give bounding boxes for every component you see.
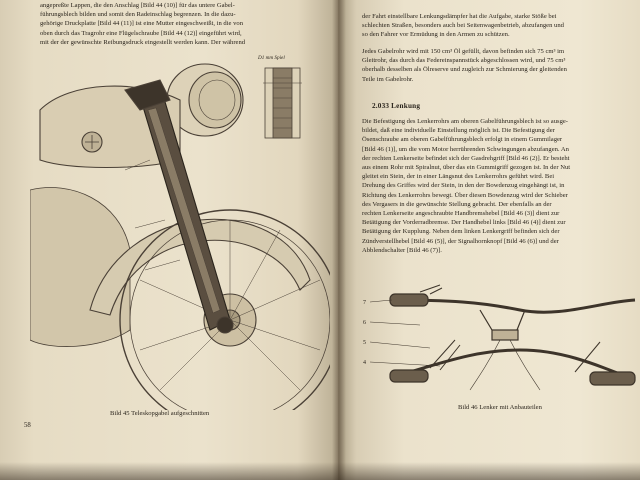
section-heading: 2.033 Lenkung (372, 102, 421, 110)
text-line: des Vergasers in die gewünschte Stellung gebracht. Der ebenfalls an der (362, 200, 552, 208)
page-number: 58 (24, 422, 31, 429)
right-page-oil-paragraph (362, 47, 632, 84)
figure-caption-right: Bild 46 Lenker mit Anbauteilen (458, 404, 542, 411)
text-line: Die Befestigung des Lenkerrohrs am oberen Gabelführungsblech ist so ausge- (362, 118, 568, 125)
text-line: aus einem Rohr mit Spiralnut, über das ein Gummigriff gezogen ist. In der Nut (362, 164, 571, 172)
figure-label-5: 5 (363, 340, 366, 346)
right-page-steering-text (362, 117, 632, 255)
text-line: gleitet ein Stein, der in einer Längsnut des Lenkerrohrs geführt wird. Bei (362, 173, 555, 181)
figure-caption-left: Bild 45 Teleskopgabel aufgeschnitten (110, 410, 210, 417)
fork-detail-inset (255, 58, 310, 148)
text-line: oben durch das Tragrohr eine Flügelschraube [Bild 44 (12)] eingeführt wird, (40, 29, 242, 37)
text-line: [Bild 46 (1)], um die vom Motor herrührenden Schwingungen abzufangen. An (362, 145, 569, 153)
inset-label: D1 mm Spiel (258, 55, 285, 61)
figure-label-4: 4 (363, 360, 366, 366)
text-line: Betätigung der Kupplung. Neben dem linken Lenkergriff befinden sich der (362, 228, 560, 236)
book-gutter (332, 0, 346, 480)
page-bottom-shadow (0, 462, 640, 480)
text-line: Abblendschalter [Bild 46 (7)]. (362, 246, 442, 254)
text-line: gehörige Druckplatte [Bild 44 (11)] ist eine Mutter eingeschweißt, in die von (40, 20, 244, 28)
text-line: so den Fahrer vor Ermüdung in den Armen zu schützen. (362, 31, 510, 39)
text-line: Gleitrohr, das durch das Federeinspannstück abgeschlossen wird, und 75 cm³ (362, 57, 566, 65)
text-line: führungsblech bilden und somit den Radeinschlag begrenzen. In die dazu- (40, 11, 236, 19)
text-line: Drehung des Griffes wird der Stein, in den der Bowdenzug eingehängt ist, in (362, 182, 565, 190)
figure-label-7: 7 (363, 300, 366, 306)
handlebar-illustration (360, 280, 640, 405)
text-line: Ösenschraube am oberen Gabelführungsblech erfolgt in einem Gummilager (362, 136, 563, 144)
figure-label-6: 6 (363, 320, 366, 326)
text-line: schlechten Straßen, besonders auch bei Seitenwagenbetrieb, abzufangen und (362, 22, 564, 30)
text-line: rechten Lenkerseite angeschraubte Handbremshebel [Bild 46 (3)] dient zur (362, 210, 560, 218)
text-line: Teile im Gabelrohr. (362, 75, 414, 83)
text-line: Jedes Gabelrohr wird mit 150 cm³ Öl gefüllt, davon befinden sich 75 cm³ im (362, 48, 565, 55)
text-line: mit der der gewünschte Reibungsdruck eingestellt werden kann. Der während (40, 38, 246, 46)
text-line: der rechten Lenkerseite befindet sich der Gasdrehgriff [Bild 46 (2)]. Er besteht (362, 154, 570, 162)
right-page-intro (362, 12, 632, 40)
text-line: der Fahrt einstellbare Lenkungsdämpfer hat die Aufgabe, starke Stöße bei (362, 13, 557, 20)
text-line: Zündverstellhebel [Bild 46 (5)], der Signalhornknopf [Bild 46 (6)] und der (362, 237, 559, 245)
left-page-text (40, 1, 325, 47)
text-line: angepreßte Lappen, die den Anschlag [Bild 44 (10)] für das untere Gabel- (40, 2, 235, 9)
text-line: Betätigung der Vorderradbremse. Der Handhebel links [Bild 46 (4)] dient zur (362, 219, 566, 227)
text-line: oberhalb desselben als Ölreserve und zugleich zur Schmierung der gleitenden (362, 66, 567, 74)
text-line: Richtung des Lenkerrohrs bewegt. Über diesen Bowdenzug wird der Schieber (362, 191, 568, 199)
text-line: bildet, daß eine individuelle Einstellung möglich ist. Die Befestigung der (362, 127, 555, 135)
